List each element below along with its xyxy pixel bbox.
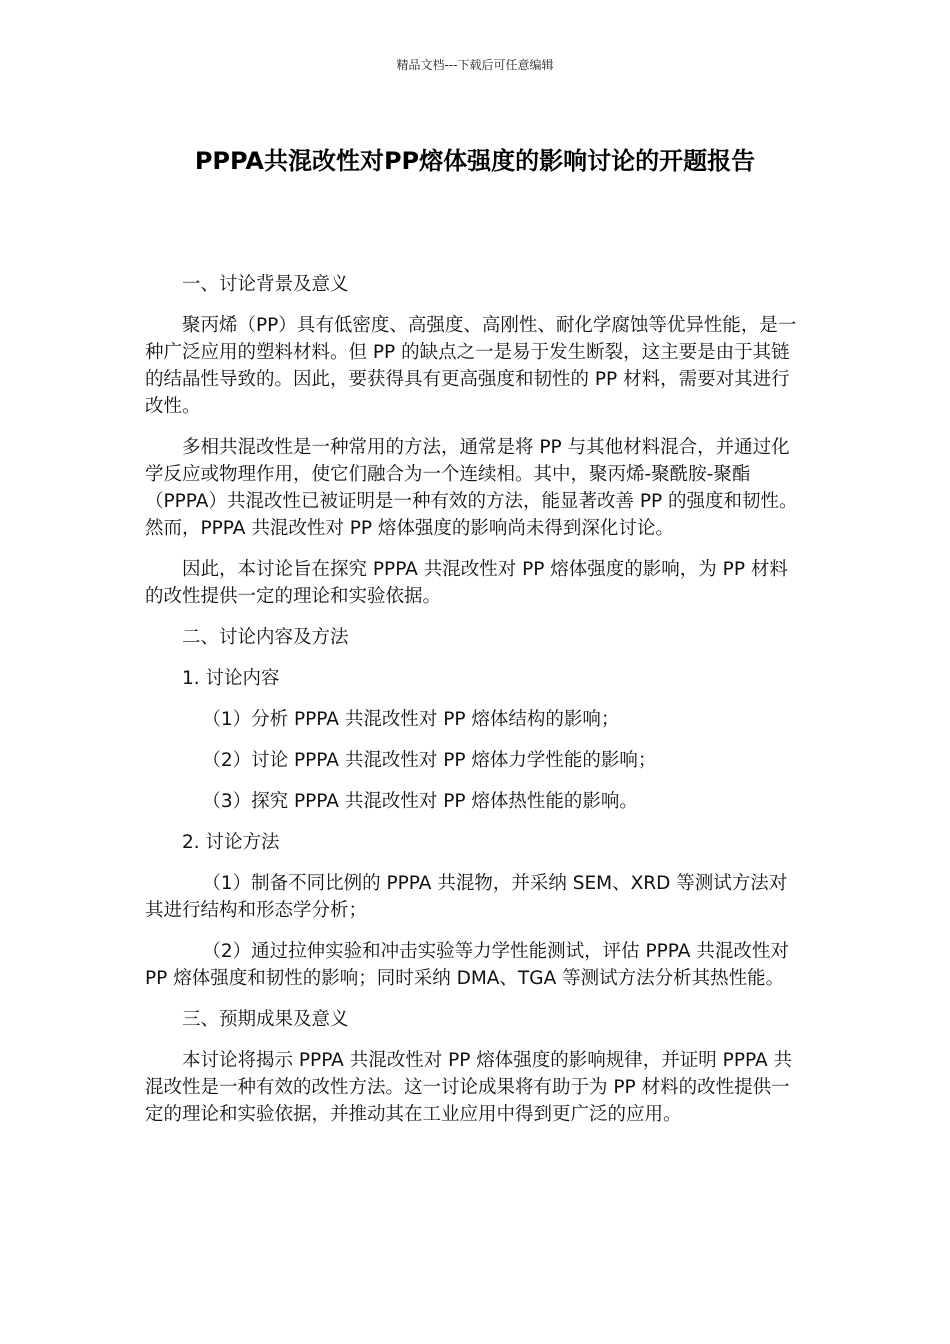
- body-paragraph: 聚丙烯（PP）具有低密度、高强度、高刚性、耐化学腐蚀等优异性能，是一种广泛应用的塑料材料。但 PP 的缺点之一是易于发生断裂，这主要是由于其链的结晶性导致的。因此，要获得具有更高强度和韧性的 PP 材料，需要对其进行改性。: [145, 315, 797, 417]
- section-heading-background: 一、讨论背景及意义: [182, 274, 349, 295]
- subsection-heading-methods: 2. 讨论方法: [182, 832, 280, 853]
- list-item: （1）分析 PPPA 共混改性对 PP 熔体结构的影响；: [202, 709, 620, 730]
- body-paragraph: 多相共混改性是一种常用的方法，通常是将 PP 与其他材料混合，并通过化学反应或物理作用，使它们融合为一个连续相。其中，聚丙烯-聚酰胺-聚酯（PPPA）共混改性已被证明是一种有效的方法，能显著改善 PP 的强度和韧性。然而，PPPA 共混改性对 PP 熔体强度的影响尚未得到深化讨论。: [145, 437, 798, 539]
- section-heading-content-methods: 二、讨论内容及方法: [182, 627, 349, 648]
- page-header-watermark: 精品文档---下载后可任意编辑: [396, 58, 554, 72]
- list-item: （2）通过拉伸实验和冲击实验等力学性能测试，评估 PPPA 共混改性对 PP 熔体强度和韧性的影响；同时采纳 DMA、TGA 等测试方法分析其热性能。: [145, 941, 789, 989]
- subsection-heading-content: 1. 讨论内容: [182, 668, 280, 689]
- body-paragraph: 因此，本讨论旨在探究 PPPA 共混改性对 PP 熔体强度的影响，为 PP 材料的改性提供一定的理论和实验依据。: [145, 559, 788, 607]
- document-title: PPPA共混改性对PP熔体强度的影响讨论的开题报告: [194, 147, 756, 175]
- list-item: （1）制备不同比例的 PPPA 共混物，并采纳 SEM、XRD 等测试方法对其进行结构和形态学分析；: [145, 873, 788, 921]
- section-heading-expected-results: 三、预期成果及意义: [182, 1009, 349, 1030]
- list-item: （2）讨论 PPPA 共混改性对 PP 熔体力学性能的影响；: [202, 750, 657, 771]
- list-item: （3）探究 PPPA 共混改性对 PP 熔体热性能的影响。: [202, 791, 638, 812]
- body-paragraph: 本讨论将揭示 PPPA 共混改性对 PP 熔体强度的影响规律，并证明 PPPA 共混改性是一种有效的改性方法。这一讨论成果将有助于为 PP 材料的改性提供一定的理论和实验依据，并推动其在工业应用中得到更广泛的应用。: [145, 1050, 792, 1125]
- document-body: [145, 271, 805, 1142]
